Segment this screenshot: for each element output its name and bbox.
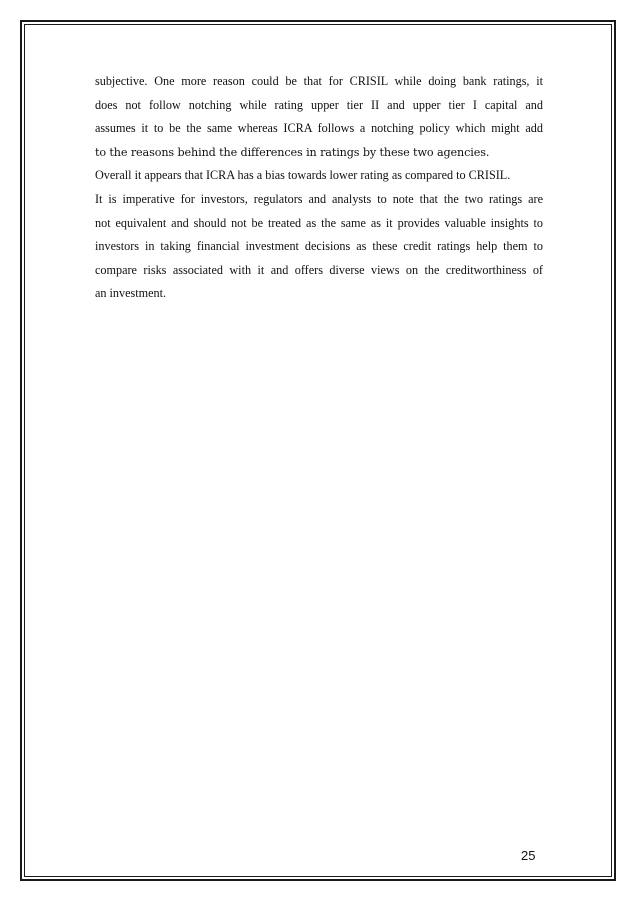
body-text xyxy=(95,70,543,306)
text-line: to the reasons behind the differences in ratings by these two agencies. xyxy=(95,145,490,159)
text-line: does not follow notching while rating upper tier II and upper tier I capital and xyxy=(95,97,543,112)
text-line: an investment. xyxy=(95,286,167,301)
page-number: 25 xyxy=(521,848,536,863)
text-line: Overall it appears that ICRA has a bias towards lower rating as compared to CRISIL. xyxy=(95,168,511,183)
text-line: investors in taking financial investment decisions as these credit ratings help them to xyxy=(95,239,543,254)
text-line: It is imperative for investors, regulators and analysts to note that the two ratings are xyxy=(95,191,543,206)
text-line: assumes it to be the same whereas ICRA follows a notching policy which might add xyxy=(95,121,543,136)
text-line: compare risks associated with it and offers diverse views on the creditworthiness of xyxy=(95,262,543,277)
text-line: not equivalent and should not be treated as the same as it provides valuable insights to xyxy=(95,215,543,230)
text-line: subjective. One more reason could be that for CRISIL while doing bank ratings, it xyxy=(95,74,543,88)
